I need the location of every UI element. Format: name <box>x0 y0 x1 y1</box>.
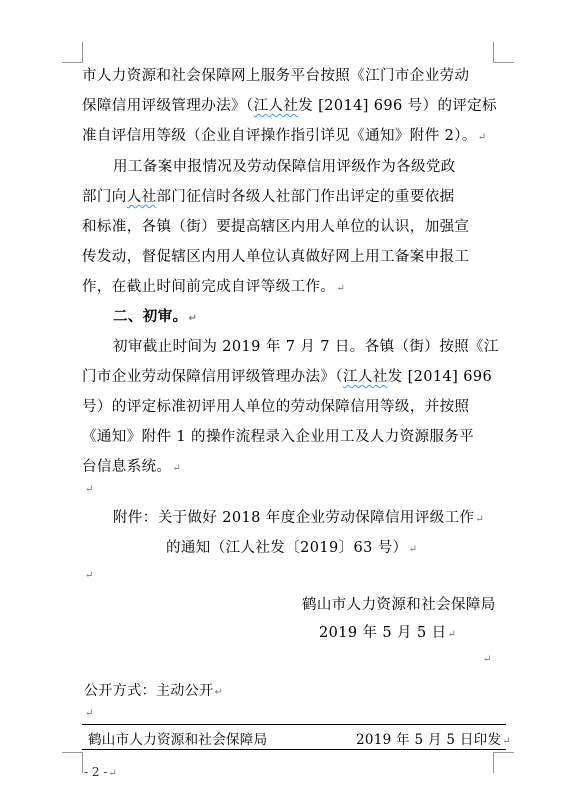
paragraph-mark-icon: ↵ <box>336 283 346 294</box>
spellcheck-flagged-text: 江人社 <box>342 369 388 385</box>
para1-line3-text: 准自评信用等级（企业自评操作指引详见《通知》附件 2）。 <box>82 128 477 144</box>
paragraph-mark-icon: ↵ <box>477 132 487 143</box>
para2-line3-text: 和标准，各镇（街）要提高辖区内用人单位的认识，加强宣 <box>82 219 470 235</box>
signature-date-text: 2019 年 5 月 5 日 <box>319 625 447 641</box>
signature-org-text: 鹤山市人力资源和社会保障局 <box>302 597 496 613</box>
section-heading-text: 二、初审。 <box>113 309 188 325</box>
attachment-title-text: 附件：关于做好 2018 年度企业劳动保障信用评级工作 <box>113 510 475 526</box>
para3-line1 <box>113 337 499 357</box>
para3-line3 <box>82 397 469 417</box>
crop-mark-bottom-right <box>493 752 514 773</box>
para3-line2-text-b: 发 [2014] 696 <box>387 369 493 385</box>
paragraph-mark-icon: ↵ <box>85 708 94 719</box>
para2-line2-text-b: 部门征信时各级人社部门作出评定的重要依据 <box>156 189 455 205</box>
footer-print-date-text: 2019 年 5 月 5 日印发 <box>356 732 502 748</box>
section-heading-initial-review <box>113 307 197 329</box>
para2-line2-text-a: 部门向 <box>82 189 127 205</box>
paragraph-mark-icon: ↵ <box>188 313 198 324</box>
paragraph-mark-icon: ↵ <box>85 570 94 581</box>
crop-mark-top-left <box>62 42 83 63</box>
signature-org <box>302 595 496 615</box>
footer-issuer-text: 鹤山市人力资源和社会保障局 <box>88 732 268 748</box>
para3-line1-text: 初审截止时间为 2019 年 7 月 7 日。各镇（街）按照《江 <box>113 339 499 355</box>
para3-line5 <box>82 457 181 479</box>
para2-line4 <box>82 247 469 267</box>
paragraph-mark-icon: ↵ <box>475 514 485 525</box>
para2-line1-text: 用工备案申报情况及劳动保障信用评级作为各级党政 <box>113 159 456 175</box>
para2-line4-text: 传发动，督促辖区内用人单位认真做好网上用工备案申报工 <box>82 249 470 265</box>
page-number <box>84 765 117 779</box>
attachment-line2 <box>166 538 417 560</box>
paragraph-mark-icon: ↵ <box>85 484 94 495</box>
disclosure-text: 公开方式：主动公开 <box>84 683 214 699</box>
paragraph-mark-icon: ↵ <box>502 736 511 747</box>
attachment-line1 <box>113 508 484 530</box>
crop-mark-top-right <box>493 42 514 63</box>
para1-line2-text-a: 保障信用评级管理办法》（ <box>82 98 254 114</box>
para2-line2 <box>82 187 455 207</box>
paragraph-mark-icon: ↵ <box>447 629 457 640</box>
para1-line1-text: 市人力资源和社会保障网上服务平台按照《江门市企业劳动 <box>82 68 470 84</box>
crop-mark-bottom-left <box>62 752 83 773</box>
attachment-doc-number-text: 的通知（江人社发〔2019〕63 号） <box>166 540 408 556</box>
para3-line3-text: 号）的评定标准初评用人单位的劳动保障信用等级，并按照 <box>82 399 470 415</box>
para1-line2-text-b: 发 [2014] 696 号）的评定标 <box>298 98 498 114</box>
para2-line3 <box>82 217 469 237</box>
para3-line4 <box>82 427 474 447</box>
footer-issuer <box>88 728 267 748</box>
paragraph-mark-icon: ↵ <box>108 768 117 779</box>
signature-date <box>319 623 456 645</box>
footer-top-rule <box>82 724 506 725</box>
spellcheck-flagged-text: 人社 <box>126 189 157 205</box>
para3-line2-text-a: 门市企业劳动保障信用评级管理办法》（ <box>82 369 343 385</box>
para2-line5-text: 作，在截止时间前完成自评等级工作。 <box>82 279 336 295</box>
disclosure-line <box>84 681 223 703</box>
para2-line5 <box>82 277 345 299</box>
paragraph-mark-icon: ↵ <box>214 687 224 698</box>
footer-bottom-rule <box>82 749 506 750</box>
para1-line1 <box>82 66 469 86</box>
para2-line1 <box>113 157 456 177</box>
para1-line3 <box>82 126 487 148</box>
para1-line2 <box>82 96 497 116</box>
paragraph-mark-icon: ↵ <box>172 463 182 474</box>
spellcheck-flagged-text: 江人社 <box>253 98 299 114</box>
para3-line2 <box>82 367 492 387</box>
footer-print-date <box>356 728 511 748</box>
paragraph-mark-icon: ↵ <box>408 544 418 555</box>
para3-line5-text: 台信息系统。 <box>82 459 172 475</box>
page-number-text: - 2 - <box>84 765 108 779</box>
para3-line4-text: 《通知》附件 1 的操作流程录入企业用工及人力资源服务平 <box>82 429 475 445</box>
paragraph-mark-icon: ↵ <box>483 654 492 665</box>
